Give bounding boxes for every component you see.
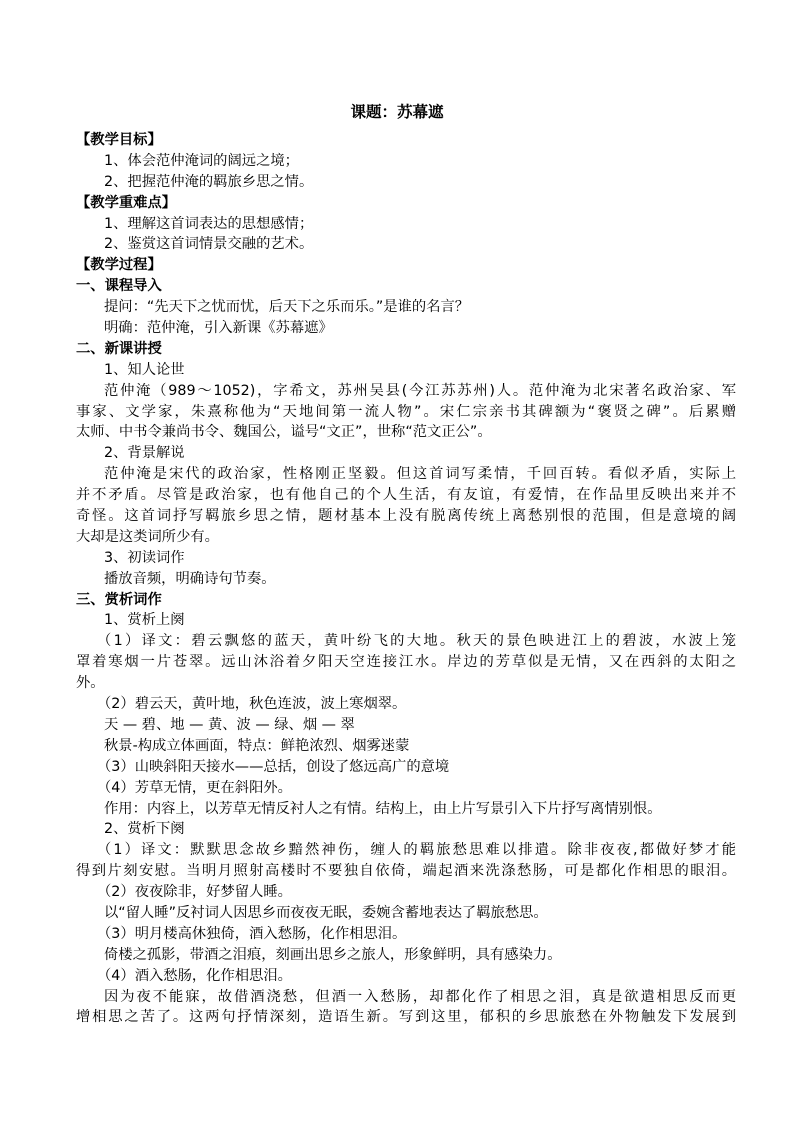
- text-line: 1、知人论世: [104, 361, 185, 378]
- text-line: 得到片刻安慰。当明月照射高楼时不要独自依倚，端起酒来洗涤愁肠，可是都化作相思的眼泪。: [76, 863, 736, 880]
- section-heading: 【教学重难点】: [76, 194, 177, 211]
- text-line: 2、赏析下阕: [104, 821, 185, 838]
- text-line: 1、赏析上阕: [104, 612, 185, 629]
- text-line: 3、初读词作: [104, 549, 185, 566]
- text-line: 2、鉴赏这首词情景交融的艺术。: [104, 236, 314, 253]
- text-line: （3）明月楼高休独倚，酒入愁肠，化作相思泪。: [97, 925, 407, 942]
- text-line: 1、体会范仲淹词的阔远之境；: [104, 152, 299, 169]
- text-line: 2、把握范仲淹的羁旅乡思之情。: [104, 173, 314, 190]
- text-line: 因为夜不能寐，故借酒浇愁，但酒一入愁肠，却都化作了相思之泪，真是欲遣相思反而更: [104, 988, 736, 1005]
- section-heading: 二、新课讲授: [76, 340, 162, 357]
- text-line: 范仲淹（989～1052)，字希文，苏州吴县(今江苏苏州)人。范仲淹为北宋著名政治家、军: [104, 382, 736, 399]
- text-line: 增相思之苦了。这两句抒情深刻，造语生新。写到这里，郁积的乡思旅愁在外物触发下发展到: [76, 1009, 736, 1026]
- text-line: （2）夜夜除非，好梦留人睡。: [97, 884, 292, 901]
- text-line: 秋景-构成立体画面，特点：鲜艳浓烈、烟雾迷蒙: [104, 737, 410, 754]
- text-line: （4）芳草无情，更在斜阳外。: [97, 779, 292, 796]
- text-line: 倚楼之孤影，带酒之泪痕，刻画出思乡之旅人，形象鲜明，具有感染力。: [104, 946, 562, 963]
- text-line: 范仲淹是宋代的政治家，性格刚正坚毅。但这首词写柔情，千回百转。看似矛盾，实际上: [104, 466, 736, 483]
- section-heading: 【教学目标】: [76, 132, 162, 148]
- text-line: 并不矛盾。尽管是政治家，也有他自己的个人生活，有友谊，有爱情，在作品里反映出来并不: [76, 487, 736, 504]
- text-line: 外。: [76, 675, 105, 692]
- text-line: 罩着寒烟一片苍翠。远山沐浴着夕阳天空连接江水。岸边的芳草似是无情，又在西斜的太阳之: [76, 654, 736, 671]
- text-line: 天 — 碧、地 — 黄、波 — 绿、烟 — 翠: [104, 716, 355, 733]
- text-line: 大却是这类词所少有。: [76, 528, 219, 545]
- text-line: 明确：范仲淹，引入新课《苏幕遮》: [104, 320, 333, 337]
- text-line: 1、理解这首词表达的思想感情；: [104, 215, 314, 232]
- text-line: （4）酒入愁肠，化作相思泪。: [97, 967, 292, 984]
- text-line: （1）译文：碧云飘悠的蓝天，黄叶纷飞的大地。秋天的景色映进江上的碧波，水波上笼: [97, 633, 736, 650]
- document-title: 课题：苏幕遮: [350, 103, 444, 121]
- text-line: 作用：内容上，以芳草无情反衬人之有情。结构上，由上片写景引入下片抒写离情别恨。: [104, 800, 662, 817]
- section-heading: 一、课程导入: [76, 278, 162, 295]
- text-line: （1）译文：默默思念故乡黯然神伤，缠人的羁旅愁思难以排遣。除非夜夜,都做好梦才能: [97, 842, 736, 859]
- text-line: 播放音频，明确诗句节奏。: [104, 570, 276, 587]
- document-body: [76, 130, 736, 1028]
- section-heading: 三、赏析词作: [76, 591, 162, 608]
- text-line: 2、背景解说: [104, 445, 185, 462]
- text-line: 奇怪。这首词抒写羁旅乡思之情，题材基本上没有脱离传统上离愁别恨的范围，但是意境的阔: [76, 508, 736, 525]
- text-line: 以“留人睡”反衬词人因思乡而夜夜无眠，委婉含蓄地表达了羁旅愁思。: [104, 904, 548, 921]
- text-line: 事家、文学家，朱熹称他为“天地间第一流人物”。宋仁宗亲书其碑额为“褒贤之碑”。后累赠: [76, 403, 736, 420]
- text-line: 太师、中书令兼尚书令、魏国公，谥号“文正”，世称“范文正公”。: [76, 424, 492, 441]
- text-line: （3）山映斜阳天接水——总括，创设了悠远高广的意境: [97, 758, 450, 775]
- text-line: 提问：“先天下之忧而忧，后天下之乐而乐。”是谁的名言？: [104, 299, 470, 316]
- text-line: （2）碧云天，黄叶地，秋色连波，波上寒烟翠。: [97, 696, 407, 713]
- section-heading: 【教学过程】: [76, 257, 162, 274]
